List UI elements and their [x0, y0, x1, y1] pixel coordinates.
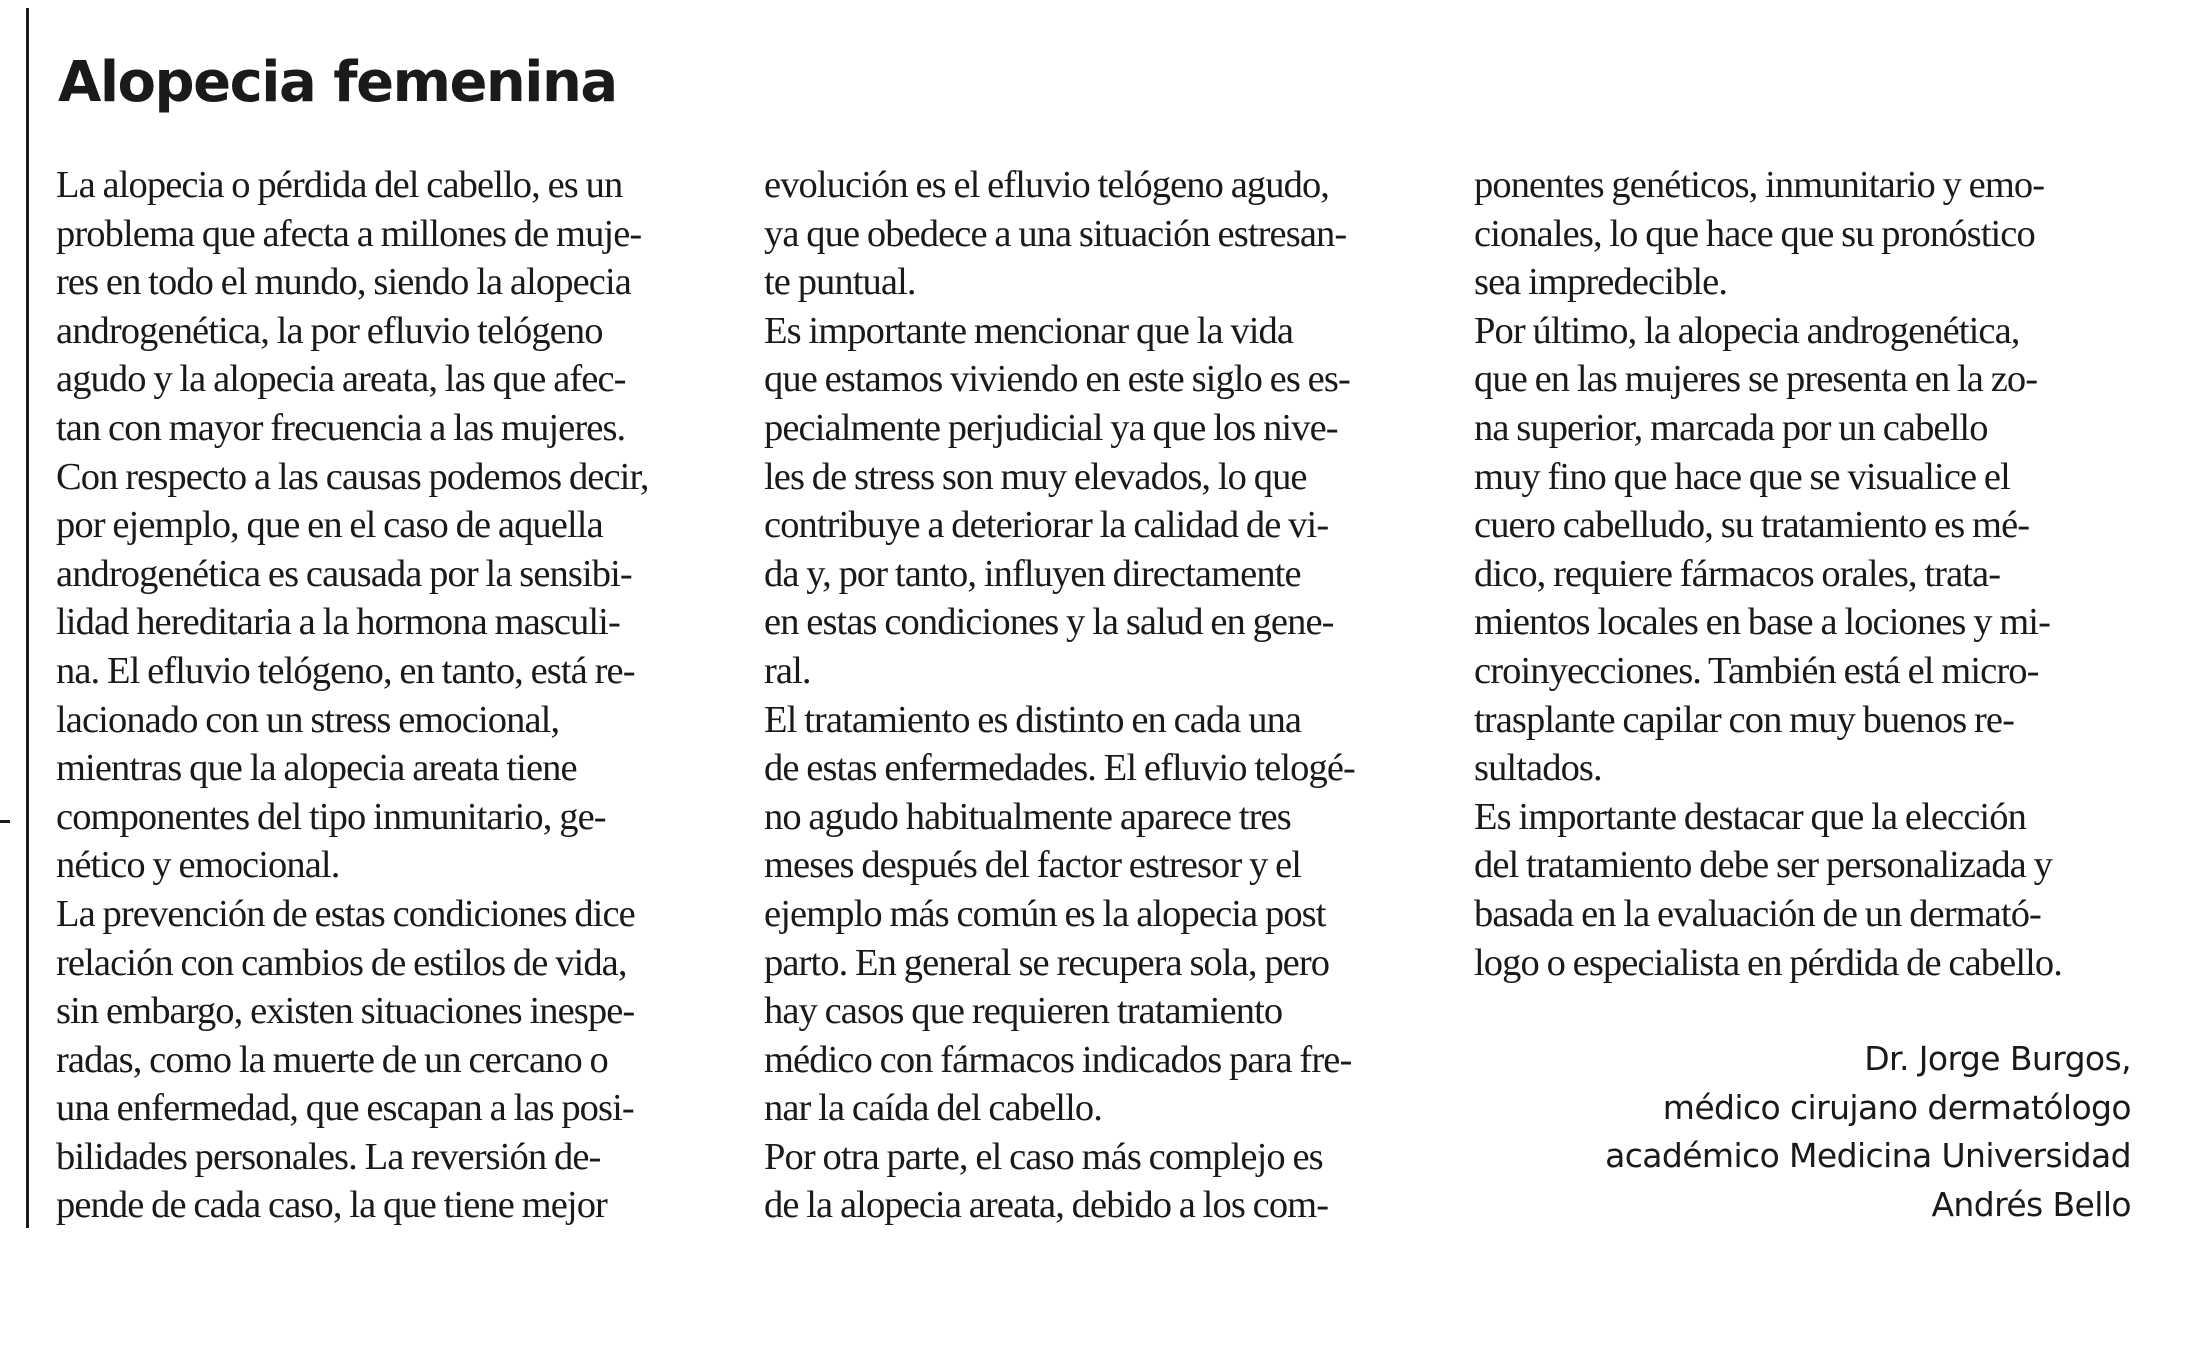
text-line: res en todo el mundo, siendo la alopecia — [56, 261, 631, 304]
text-line: radas, como la muerte de un cercano o — [56, 1038, 608, 1081]
text-line: lidad hereditaria a la hormona masculi- — [56, 601, 620, 644]
text-line: La prevención de estas condiciones dice — [56, 892, 635, 935]
text-line: basada en la evaluación de un dermató- — [1474, 892, 2041, 935]
text-line: dico, requiere fármacos orales, trata- — [1474, 552, 2001, 595]
signature-line: Dr. Jorge Burgos, — [1864, 1039, 2131, 1078]
text-line: mientos locales en base a lociones y mi- — [1474, 601, 2051, 644]
text-line: problema que afecta a millones de muje- — [56, 212, 642, 255]
text-line: muy fino que hace que se visualice el — [1474, 455, 2010, 498]
text-line: lacionado con un stress emocional, — [56, 698, 560, 741]
text-line: tan con mayor frecuencia a las mujeres. — [56, 406, 626, 449]
text-line: trasplante capilar con muy buenos re- — [1474, 698, 2015, 741]
text-line: no agudo habitualmente aparece tres — [764, 795, 1291, 838]
text-line: La alopecia o pérdida del cabello, es un — [56, 164, 623, 206]
text-line: ejemplo más común es la alopecia post — [764, 892, 1326, 935]
text-line: que en las mujeres se presenta en la zo- — [1474, 358, 2038, 401]
text-line: sin embargo, existen situaciones inespe- — [56, 990, 635, 1033]
text-line: croinyecciones. También está el micro- — [1474, 649, 2039, 692]
text-line: parto. En general se recupera sola, pero — [764, 941, 1330, 984]
text-column-3 — [1474, 161, 2142, 987]
text-line: androgenética, la por efluvio telógeno — [56, 309, 603, 352]
text-line: en estas condiciones y la salud en gene- — [764, 601, 1334, 644]
text-line: da y, por tanto, influyen directamente — [764, 552, 1301, 595]
text-line: cuero cabelludo, su tratamiento es mé- — [1474, 504, 2030, 547]
text-line: ya que obedece a una situación estresan- — [764, 212, 1347, 255]
text-line: ral. — [764, 649, 811, 692]
text-line: ponentes genéticos, inmunitario y emo- — [1474, 164, 2045, 206]
text-line: mientras que la alopecia areata tiene — [56, 747, 577, 790]
text-line: androgenética es causada por la sensibi- — [56, 552, 632, 595]
text-line: Por otra parte, el caso más complejo es — [764, 1135, 1323, 1178]
column-rule-tick — [0, 820, 10, 823]
text-line: Es importante destacar que la elección — [1474, 795, 2026, 838]
text-line: de estas enfermedades. El efluvio telogé- — [764, 747, 1355, 790]
text-line: relación con cambios de estilos de vida, — [56, 941, 627, 984]
text-line: nético y emocional. — [56, 844, 340, 887]
text-line: pende de cada caso, la que tiene mejor — [56, 1184, 607, 1227]
text-line: Con respecto a las causas podemos decir, — [56, 455, 649, 498]
text-line: médico con fármacos indicados para fre- — [764, 1038, 1352, 1081]
text-line: logo o especialista en pérdida de cabello. — [1474, 941, 2062, 984]
column-rule — [26, 8, 29, 1228]
text-line: pecialmente perjudicial ya que los nive- — [764, 406, 1338, 449]
text-line: de la alopecia areata, debido a los com- — [764, 1184, 1329, 1227]
signature-line: médico cirujano dermatólogo — [1662, 1087, 2131, 1127]
text-line: por ejemplo, que en el caso de aquella — [56, 504, 603, 547]
text-line: nar la caída del cabello. — [764, 1087, 1102, 1130]
text-line: del tratamiento debe ser personalizada y — [1474, 844, 2052, 887]
article-title: Alopecia femenina — [58, 50, 617, 115]
text-line: sultados. — [1474, 747, 1602, 790]
text-line: cionales, lo que hace que su pronóstico — [1474, 212, 2035, 255]
text-line: que estamos viviendo en este siglo es es- — [764, 358, 1350, 401]
text-column-2 — [764, 161, 1432, 1230]
text-line: componentes del tipo inmunitario, ge- — [56, 795, 606, 838]
text-line: les de stress son muy elevados, lo que — [764, 455, 1307, 498]
text-line: agudo y la alopecia areata, las que afec- — [56, 358, 626, 401]
text-line: evolución es el efluvio telógeno agudo, — [764, 164, 1330, 206]
text-line: El tratamiento es distinto en cada una — [764, 698, 1302, 741]
text-line: Es importante mencionar que la vida — [764, 309, 1294, 352]
text-line: Por último, la alopecia androgenética, — [1474, 309, 2020, 352]
author-signature — [1605, 1035, 2131, 1229]
text-line: una enfermedad, que escapan a las posi- — [56, 1087, 634, 1130]
signature-line: académico Medicina Universidad — [1605, 1136, 2131, 1176]
text-line: meses después del factor estresor y el — [764, 844, 1302, 887]
text-line: te puntual. — [764, 261, 916, 304]
text-line: bilidades personales. La reversión de- — [56, 1135, 601, 1178]
signature-line: Andrés Bello — [1931, 1184, 2131, 1224]
text-line: na superior, marcada por un cabello — [1474, 406, 1988, 449]
text-line: hay casos que requieren tratamiento — [764, 990, 1283, 1033]
text-line: na. El efluvio telógeno, en tanto, está re- — [56, 649, 635, 692]
text-column-1 — [56, 161, 724, 1230]
text-line: contribuye a deteriorar la calidad de vi- — [764, 504, 1329, 547]
text-line: sea impredecible. — [1474, 261, 1728, 304]
